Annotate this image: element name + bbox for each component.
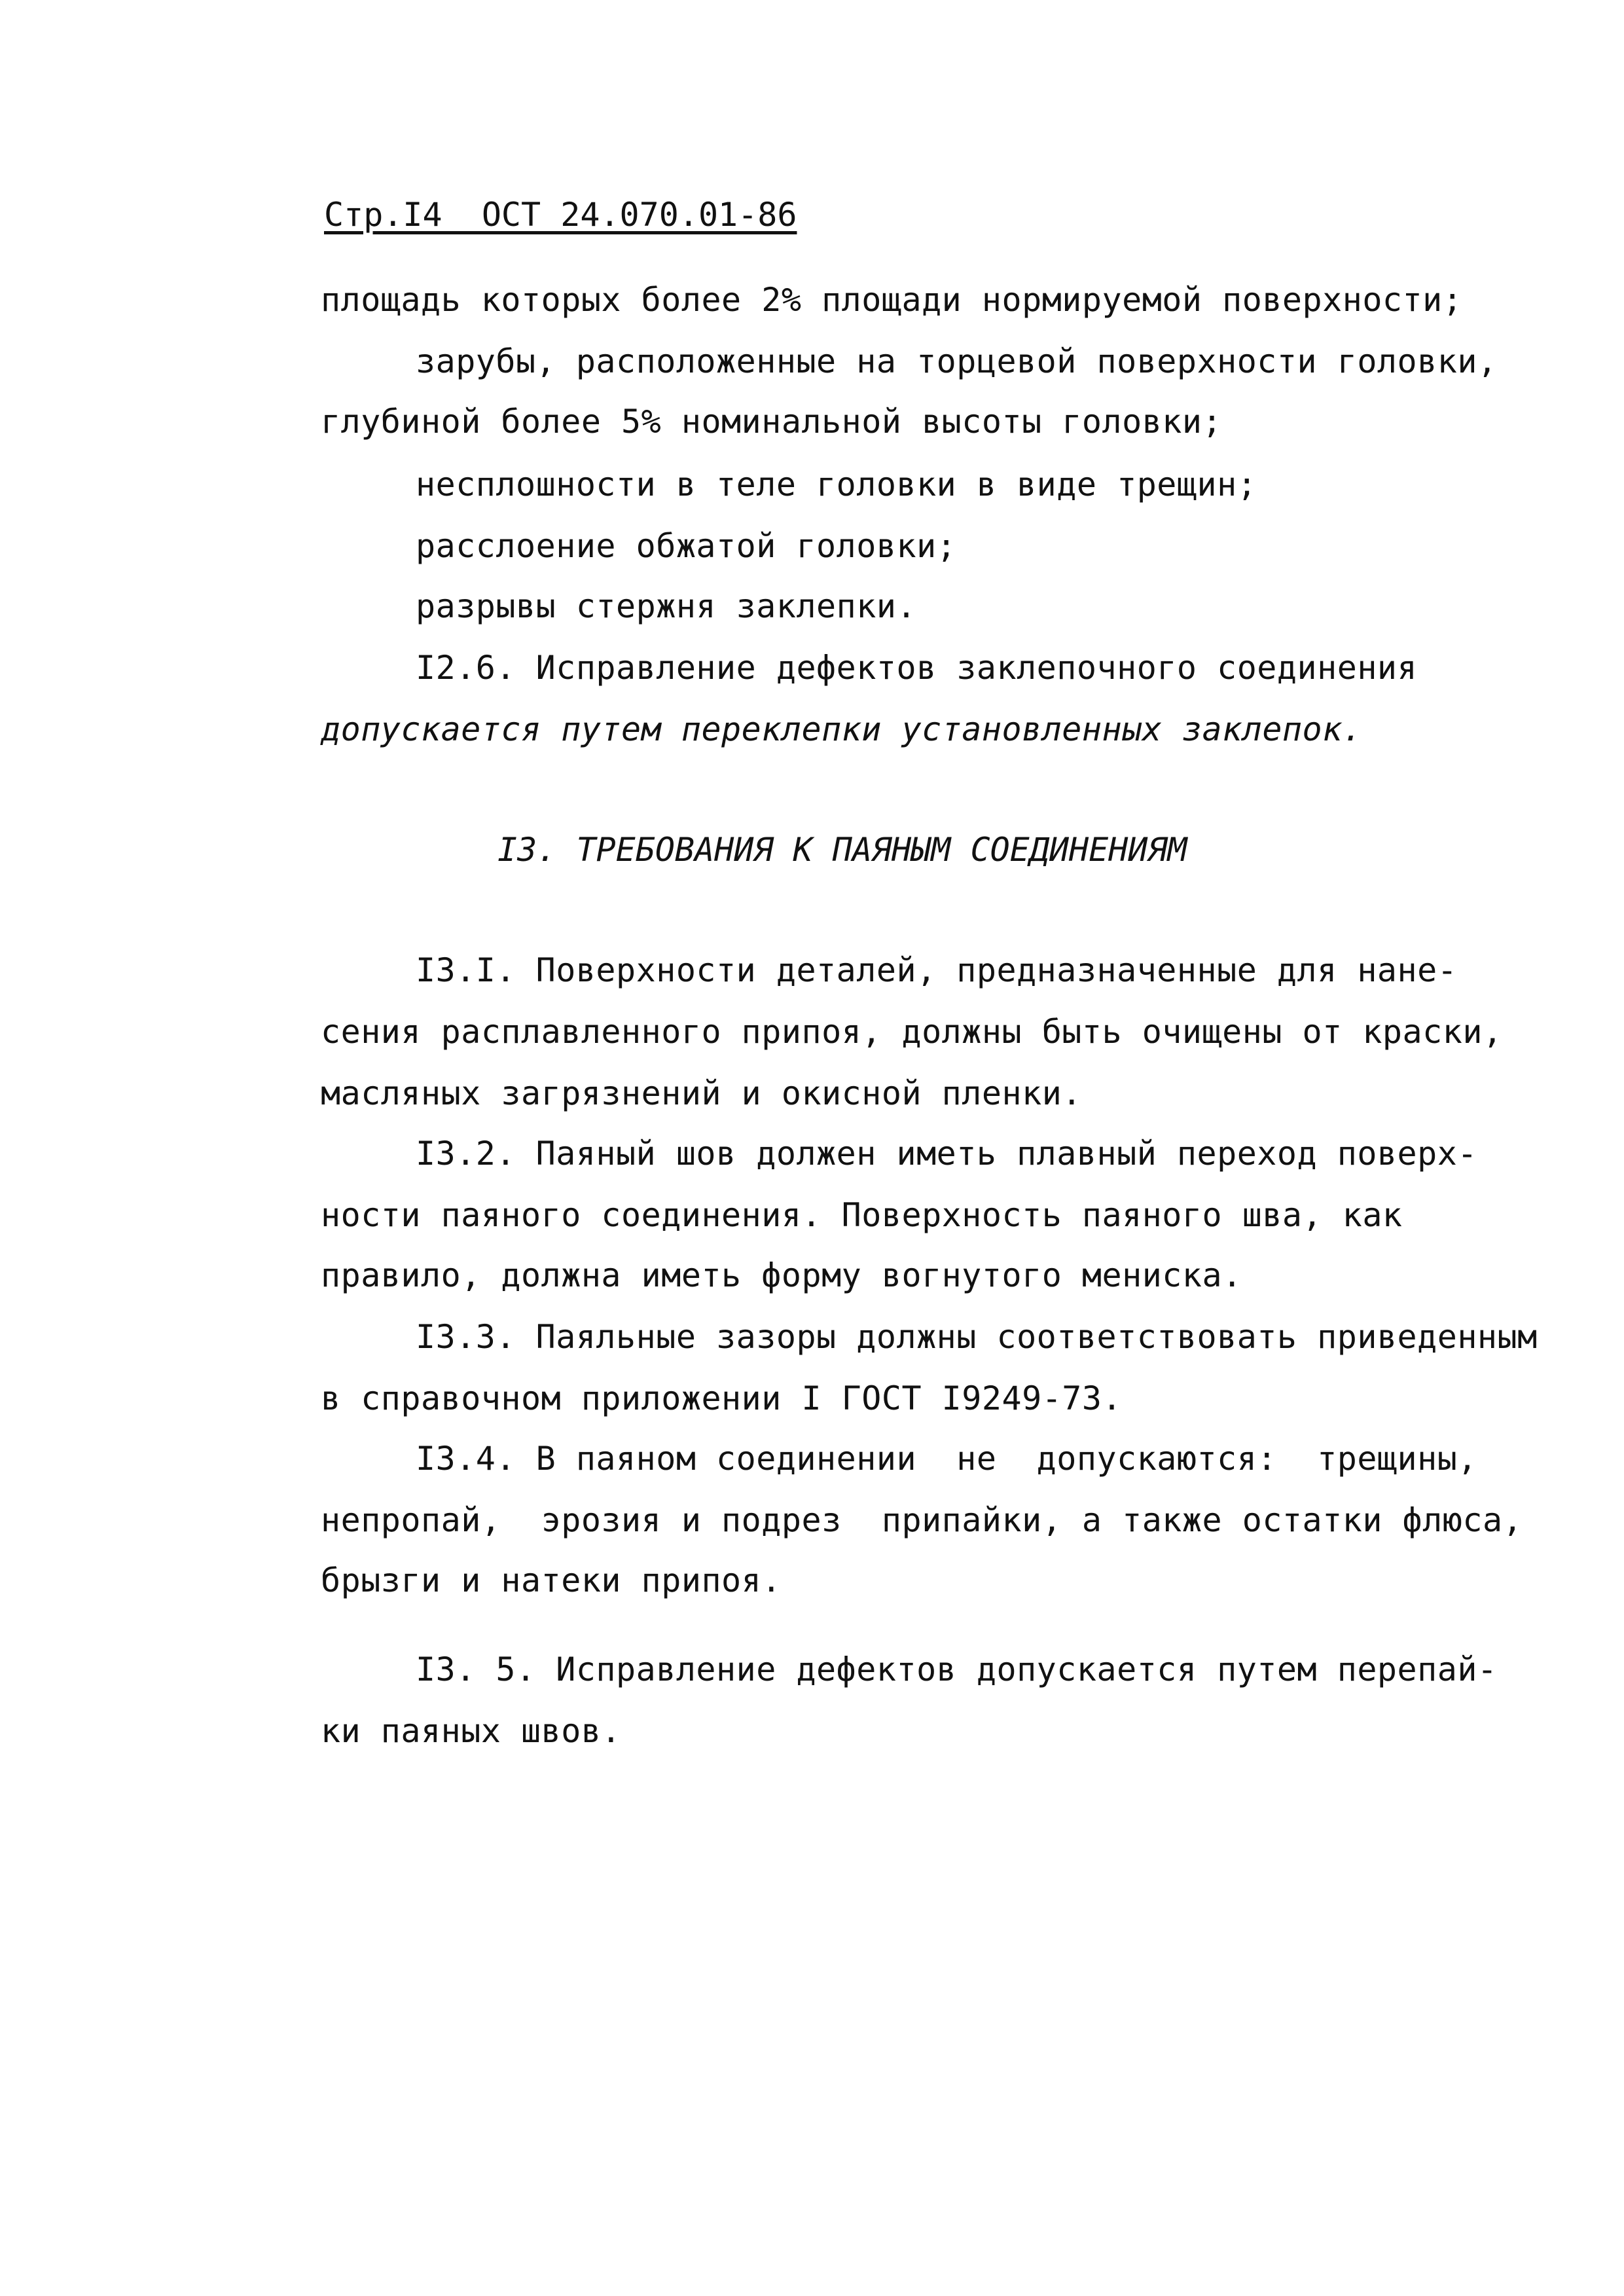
paragraph-13-4-line: непропай, эрозия и подрез припайки, а также остатки флюса,	[321, 1501, 1523, 1539]
text-line: глубиной более 5% номинальной высоты головки;	[321, 403, 1223, 441]
text-line: расслоение обжатой головки;	[416, 527, 957, 565]
paragraph-13-2-line: I3.2. Паяный шов должен иметь плавный переход поверх-	[416, 1135, 1477, 1173]
paragraph-13-1-line: I3.I. Поверхности деталей, предназначенные для нане-	[416, 951, 1458, 989]
text-line: зарубы, расположенные на торцевой поверхности головки,	[416, 342, 1498, 380]
paragraph-13-3-line: в справочном приложении I ГОСТ I9249-73.	[321, 1379, 1123, 1417]
paragraph-13-2-line: ности паяного соединения. Поверхность паяного шва, как	[321, 1196, 1403, 1234]
paragraph-13-5-line: ки паяных швов.	[321, 1712, 622, 1750]
paragraph-12-6-line: допускается путем переклепки установленных заклепок.	[321, 710, 1363, 748]
paragraph-12-6-line: I2.6. Исправление дефектов заклепочного соединения	[416, 649, 1418, 687]
text-line: несплошности в теле головки в виде трещин;	[416, 465, 1257, 503]
paragraph-13-3-line: I3.3. Паяльные зазоры должны соответствовать приведенным	[416, 1318, 1538, 1356]
section-13-title: I3. ТРЕБОВАНИЯ К ПАЯНЫМ СОЕДИНЕНИЯМ	[497, 831, 1187, 869]
paragraph-13-4-line: I3.4. В паяном соединении не допускаются: трещины,	[416, 1440, 1477, 1478]
paragraph-13-5-line: I3. 5. Исправление дефектов допускается путем перепай-	[416, 1650, 1498, 1688]
text-line: площадь которых более 2% площади нормируемой поверхности;	[321, 281, 1463, 319]
paragraph-13-2-line: правило, должна иметь форму вогнутого мениска.	[321, 1256, 1242, 1294]
paragraph-13-1-line: сения расплавленного припоя, должны быть очищены от краски,	[321, 1013, 1503, 1051]
page-header: Стр.I4 ОСТ 24.070.01-86	[324, 196, 797, 234]
paragraph-13-4-line: брызги и натеки припоя.	[321, 1561, 782, 1599]
text-line: разрывы стержня заклепки.	[416, 587, 917, 625]
paragraph-13-1-line: масляных загрязнений и окисной пленки.	[321, 1074, 1082, 1112]
